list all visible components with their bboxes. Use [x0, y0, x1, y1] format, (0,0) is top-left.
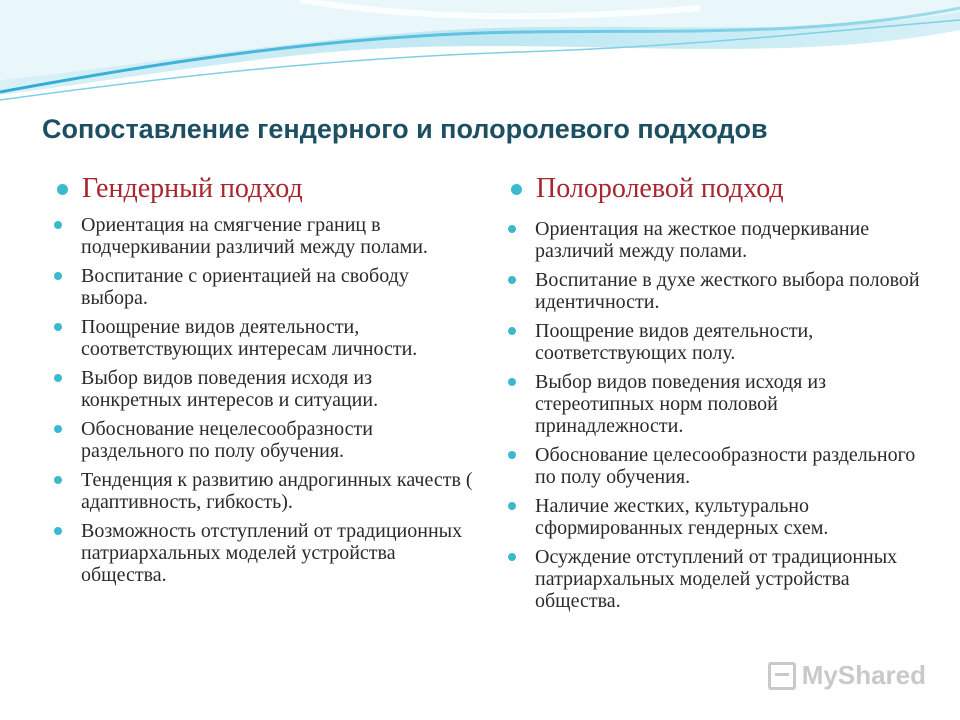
bullet-icon — [57, 184, 68, 195]
gender-approach-list — [54, 214, 474, 586]
bullet-icon — [508, 553, 516, 561]
bullet-icon — [508, 451, 516, 459]
watermark-logo-icon — [768, 662, 796, 690]
bullet-icon — [54, 221, 62, 229]
list-item: Возможность отступлений от традиционных патриархальных моделей устройства общества. — [54, 520, 474, 586]
bullet-icon — [54, 425, 62, 433]
list-item: Выбор видов поведения исходя из конкретных интересов и ситуации. — [54, 367, 474, 411]
list-item: Обоснование нецелесообразности раздельного по полу обучения. — [54, 418, 474, 462]
header-wave-decoration — [0, 0, 960, 110]
slide-title: Сопоставление гендерного и полоролевого подходов — [42, 114, 768, 144]
bullet-icon — [54, 272, 62, 280]
list-item: Обоснование целесообразности раздельного по полу обучения. — [508, 444, 928, 488]
list-item: Поощрение видов деятельности, соответствующих интересам личности. — [54, 316, 474, 360]
bullet-icon — [54, 476, 62, 484]
heading-text: Полоролевой подход — [536, 173, 784, 204]
list-item: Ориентация на смягчение границ в подчеркивании различий между полами. — [54, 214, 474, 258]
heading-text: Гендерный подход — [82, 173, 303, 204]
list-item: Тенденция к развитию андрогинных качеств ( адаптивность, гибкость). — [54, 469, 474, 513]
gender-approach-heading — [54, 172, 474, 206]
bullet-icon — [508, 276, 516, 284]
bullet-icon — [508, 225, 516, 233]
bullet-icon — [508, 378, 516, 386]
list-item: Наличие жестких, культурально сформированных гендерных схем. — [508, 495, 928, 539]
list-item: Осуждение отступлений от традиционных патриархальных моделей устройства общества. — [508, 546, 928, 612]
list-item: Воспитание с ориентацией на свободу выбора. — [54, 265, 474, 309]
bullet-icon — [54, 527, 62, 535]
sex-role-approach-list — [508, 218, 928, 612]
bullet-icon — [511, 184, 522, 195]
list-item: Выбор видов поведения исходя из стереотипных норм половой принадлежности. — [508, 371, 928, 437]
list-item: Воспитание в духе жесткого выбора половой идентичности. — [508, 269, 928, 313]
sex-role-approach-column — [508, 172, 928, 619]
bullet-icon — [54, 323, 62, 331]
bullet-icon — [54, 374, 62, 382]
bullet-icon — [508, 327, 516, 335]
watermark — [768, 660, 926, 691]
list-item: Ориентация на жесткое подчеркивание различий между полами. — [508, 218, 928, 262]
watermark-text: MyShared — [801, 660, 926, 690]
gender-approach-column — [54, 172, 474, 593]
bullet-icon — [508, 502, 516, 510]
list-item: Поощрение видов деятельности, соответствующих полу. — [508, 320, 928, 364]
sex-role-approach-heading — [508, 172, 928, 206]
